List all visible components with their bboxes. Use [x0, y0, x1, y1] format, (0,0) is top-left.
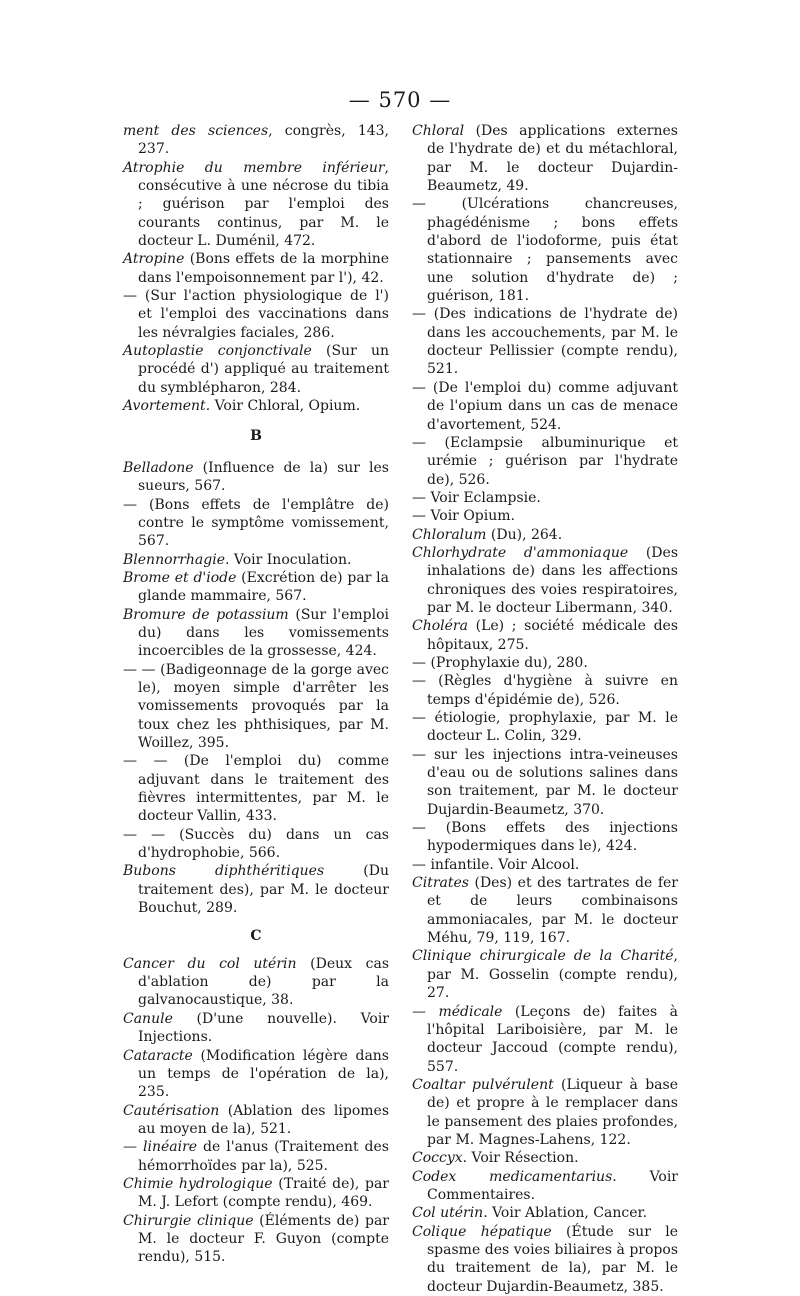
index-entry [412, 489, 678, 507]
index-entry [412, 507, 678, 525]
entry-text: — étiologie, prophylaxie, par M. le docteur L. Colin, 329. [412, 710, 678, 745]
index-entry [412, 1204, 678, 1222]
index-entry [123, 159, 389, 251]
entry-text: — Voir Eclampsie. [412, 489, 541, 506]
entry-text: — (Prophylaxie du), 280. [412, 654, 588, 671]
entry-text: — — (Badigeonnage de la gorge avec le), moyen simple d'arrêter les vomissements provoqués par la toux chez les phthisiques, par M. Woillez, 395. [123, 661, 389, 751]
index-entry [412, 947, 678, 1002]
index-entry [123, 606, 389, 661]
section-letter: B [250, 427, 262, 444]
entry-heading: Chloralum [412, 526, 487, 543]
index-entry [123, 1175, 389, 1212]
entry-heading: Chimie hydrologique [123, 1175, 273, 1192]
index-entry [123, 1010, 389, 1047]
index-entry [123, 661, 389, 753]
index-entry [412, 1168, 678, 1205]
entry-text: — (Bons effets des injections hypodermiques dans le), 424. [412, 820, 678, 855]
index-entry [412, 856, 678, 874]
entry-heading: Avortement [123, 398, 206, 415]
entry-text: (Étude sur le spasme des voies biliaires à propos du traitement de la), par M. le docteur Dujardin-Beaumetz, 385. [427, 1223, 678, 1295]
entry-text: — infantile. Voir Alcool. [412, 856, 580, 873]
entry-text: (Éléments de) par M. le docteur F. Guyon (compte rendu), 515. [138, 1212, 389, 1266]
index-entry [412, 526, 678, 544]
entry-heading: Belladone [123, 459, 194, 476]
entry-text: — (De l'emploi du) comme adjuvant de l'opium dans un cas de menace d'avortement, 524. [412, 379, 678, 433]
entry-text: (D'une nouvelle). Voir Injections. [138, 1010, 389, 1046]
index-entry [123, 496, 389, 551]
entry-heading: Cautérisation [123, 1102, 220, 1119]
index-entry [123, 551, 389, 569]
index-entry [123, 1047, 389, 1102]
entry-heading: Col utérin [412, 1205, 484, 1222]
entry-heading: Codex medicamentarius [412, 1168, 613, 1185]
entry-text: (Modification légère dans un temps de l'opération de la), 235. [138, 1047, 389, 1101]
index-entry [123, 1138, 389, 1175]
entry-text: . Voir Résection. [462, 1150, 579, 1167]
entry-text: — (Sur l'action physiologique de l') et l'emploi des vaccinations dans les névralgies faciales, 286. [123, 288, 389, 341]
entry-text: (Excrétion de) par la glande mammaire, 567. [138, 569, 389, 605]
index-entry [123, 1212, 389, 1267]
entry-text: (Traité de), par M. J. Lefort (compte rendu), 469. [138, 1175, 389, 1211]
entry-heading: Brome et d'iode [123, 569, 237, 586]
entry-text: (Du), 264. [486, 526, 563, 543]
entry-text: — Voir Opium. [412, 508, 515, 525]
left-column [123, 122, 389, 1267]
index-entry [412, 672, 678, 709]
index-entry [123, 826, 389, 863]
index-entry [412, 122, 678, 195]
index-entry [123, 250, 389, 287]
entry-heading: — médicale [412, 1003, 503, 1020]
entry-heading: Atropine [123, 251, 185, 268]
index-entry [123, 1102, 389, 1139]
entry-text: . Voir Chloral, Opium. [205, 398, 361, 415]
index-entry [123, 569, 389, 606]
index-entry [412, 654, 678, 672]
entry-heading: Chirurgie clinique [123, 1212, 254, 1229]
entry-heading: Atrophie du membre inférieur [123, 159, 385, 176]
index-entry [412, 746, 678, 819]
entry-heading: Coccyx [412, 1150, 463, 1167]
index-entry [412, 874, 678, 947]
index-entry [412, 1223, 678, 1296]
entry-text: , par M. Gosselin (compte rendu), 27. [427, 948, 678, 1002]
entry-heading: Bromure de potassium [123, 606, 289, 623]
entry-text: , congrès, 143, 237. [138, 123, 389, 158]
entry-heading: Coaltar pulvérulent [412, 1076, 554, 1093]
entry-text: (Des inhalations de) dans les affections chroniques des voies respiratoires, par M. le docteur Libermann, 340. [427, 544, 678, 616]
entry-text: . Voir Inoculation. [225, 551, 352, 568]
entry-text: . Voir Ablation, Cancer. [483, 1205, 648, 1222]
index-entry [123, 397, 389, 415]
index-entry [412, 1003, 678, 1076]
index-entry [412, 1076, 678, 1149]
entry-text: (Sur l'emploi du) dans les vomissements incoercibles de la grossesse, 424. [138, 606, 389, 660]
entry-text: (Leçons de) faites à l'hôpital Lariboisière, par M. le docteur Jaccoud (compte rendu), 557. [427, 1003, 678, 1075]
entry-text: (Du traitement des), par M. le docteur Bouchut, 289. [138, 863, 389, 917]
index-entry [123, 342, 389, 397]
entry-text: (Des applications externes de l'hydrate de) et du métachloral, par M. le docteur Dujardin-Beaumetz, 49. [427, 123, 678, 195]
entry-text: (Le) ; société médicale des hôpitaux, 275. [427, 618, 678, 653]
index-entry [412, 544, 678, 617]
index-entry [412, 819, 678, 856]
entry-text: de l'anus (Traitement des hémorrhoïdes par la), 525. [138, 1139, 389, 1174]
page-number: — 570 — [348, 88, 452, 112]
entry-heading: Chloral [412, 123, 465, 139]
entry-heading: Clinique chirurgicale de la Charité [412, 948, 674, 965]
index-entry [412, 434, 678, 489]
entry-text: — (Règles d'hygiène à suivre en temps d'épidémie de), 526. [412, 673, 678, 708]
index-entry [412, 305, 678, 378]
index-entry [123, 122, 389, 159]
entry-heading: Citrates [412, 875, 469, 892]
entry-text: (Deux cas d'ablation de) par la galvanocaustique, 38. [138, 955, 390, 1009]
index-entry [123, 862, 389, 917]
entry-text: — (Ulcérations chancreuses, phagédénisme ; bons effets d'abord de l'iodoforme, puis état stationnaire ; pansements avec une solution d'hydrate de) ; guérison, 181. [412, 196, 678, 305]
entry-text: — — (De l'emploi du) comme adjuvant dans le traitement des fièvres intermittentes, par M. le docteur Vallin, 433. [123, 753, 389, 825]
index-entry [123, 955, 389, 1010]
index-entry [412, 617, 678, 654]
index-entry [123, 459, 389, 496]
entry-heading: ment des sciences [123, 123, 269, 139]
index-entry [123, 287, 389, 342]
entry-text: (Influence de la) sur les sueurs, 567. [138, 459, 389, 495]
entry-heading: Blennorrhagie [123, 551, 225, 568]
entry-heading: Colique hépatique [412, 1223, 552, 1240]
entry-heading: Chlorhydrate d'ammoniaque [412, 544, 629, 561]
entry-text: (Ablation des lipomes au moyen de la), 521. [138, 1102, 389, 1137]
entry-text: (Bons effets de la morphine dans l'empoisonnement par l'), 42. [138, 251, 389, 286]
entry-heading: Bubons diphthéritiques [123, 863, 325, 880]
entry-heading: Autoplastie conjonctivale [123, 343, 312, 360]
entry-heading: Canule [123, 1010, 173, 1027]
entry-heading: Choléra [412, 618, 468, 635]
entry-text: — sur les injections intra-veineuses d'eau ou de solutions salines dans son traitement, par M. le docteur Dujardin-Beaumetz, 370. [412, 746, 678, 818]
entry-text: (Des) et des tartrates de fer et de leurs combinaisons ammoniacales, par M. le docteur Méhu, 79, 119, 167. [427, 875, 678, 947]
entry-heading: — linéaire [123, 1139, 198, 1156]
entry-text: , consécutive à une nécrose du tibia ; guérison par l'emploi des courants continus, par M. le docteur L. Duménil, 472. [138, 159, 389, 250]
entry-text: — (Des indications de l'hydrate de) dans les accouchements, par M. le docteur Pellissier (compte rendu), 521. [412, 306, 678, 378]
right-column [412, 122, 678, 1296]
index-entry [412, 709, 678, 746]
entry-heading: Cancer du col utérin [123, 955, 297, 972]
entry-text: (Sur un procédé d') appliqué au traitement du symblépharon, 284. [138, 343, 390, 396]
index-entry [123, 752, 389, 825]
index-entry [412, 1149, 678, 1167]
index-entry [412, 379, 678, 434]
entry-text: — — (Succès du) dans un cas d'hydrophobie, 566. [123, 826, 389, 862]
entry-heading: Cataracte [123, 1047, 193, 1064]
entry-text: . Voir Commentaires. [427, 1168, 679, 1203]
entry-text: — (Bons effets de l'emplâtre de) contre le symptôme vomissement, 567. [123, 496, 389, 550]
index-entry [412, 195, 678, 305]
entry-text: (Liqueur à base de) et propre à le remplacer dans le pansement des plaies profondes, par M. Magnes-Lahens, 122. [427, 1076, 678, 1148]
section-letter: C [250, 928, 262, 945]
entry-text: — (Eclampsie albuminurique et urémie ; guérison par l'hydrate de), 526. [412, 434, 678, 488]
